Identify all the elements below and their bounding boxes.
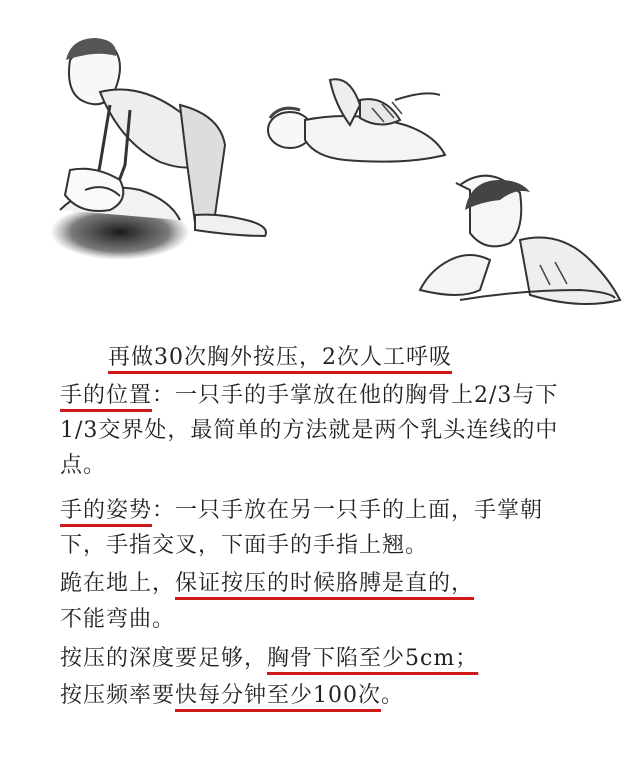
hand-posture-text: 下，手指交叉，下面手的手指上翘。 [60, 533, 429, 558]
rescue-breathing-figure [420, 176, 620, 304]
hand-position-text: ：一只手的手掌放在他的胸骨上2/3与下 [152, 383, 559, 408]
heading-part: 次人工呼吸 [337, 345, 453, 370]
rate-text: 按压频率要 [60, 683, 176, 708]
kneel-text: 不能弯曲。 [60, 607, 176, 632]
compressions-heading [108, 340, 452, 371]
hand-position-line-3 [60, 448, 106, 479]
hand-posture-text: ：一只手放在另一只手的上面，手掌朝 [152, 498, 544, 523]
depth-emphasis: 胸骨下陷至少5cm； [267, 646, 479, 671]
hand-position-line-2 [60, 413, 558, 444]
straight-arms-emphasis: 保证按压的时候胳膊是直的， [175, 571, 475, 596]
depth-text: 按压的深度要足够， [60, 646, 268, 671]
hand-posture-label: 手的姿势 [60, 498, 153, 523]
hand-posture-line-1 [60, 493, 543, 524]
compression-count: 30 [154, 345, 185, 370]
hand-posture-line-2 [60, 528, 428, 559]
heading-part: 次胸外按压， [184, 345, 323, 370]
hand-position-label: 手的位置 [60, 383, 153, 408]
kneel-line-1 [60, 566, 474, 597]
depth-line [60, 641, 478, 672]
victim-chest-hands-figure [268, 79, 445, 161]
rate-emphasis: 快每分钟至少100次 [175, 683, 382, 708]
hand-position-text: 1/3交界处，最简单的方法就是两个乳头连线的中 [60, 418, 559, 443]
hand-position-text: 点。 [60, 453, 107, 478]
breath-count: 2 [322, 345, 338, 370]
heading-underlined [108, 345, 452, 370]
rate-end: 。 [381, 683, 405, 708]
kneel-line-2 [60, 602, 175, 633]
kneel-text: 跪在地上， [60, 571, 176, 596]
cpr-illustration [0, 0, 640, 320]
rate-line [60, 678, 404, 709]
kneeling-rescuer-figure [50, 38, 266, 260]
heading-part: 再做 [108, 345, 155, 370]
hand-position-line-1 [60, 378, 558, 409]
